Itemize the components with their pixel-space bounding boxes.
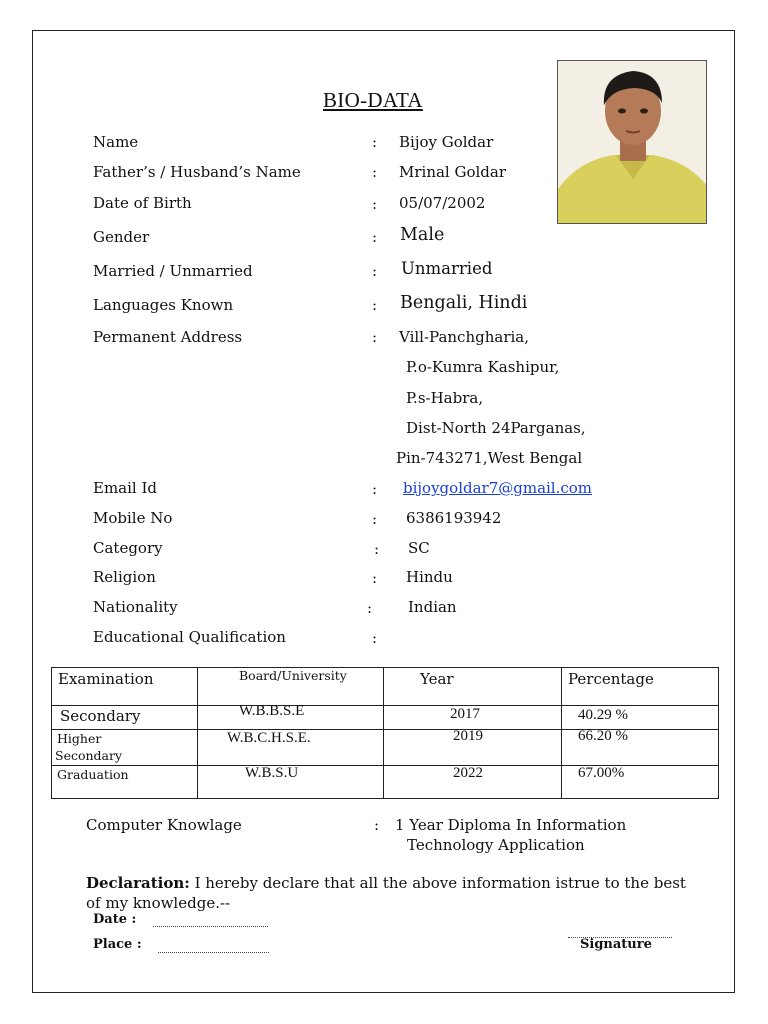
header-examination: Examination [58, 670, 154, 688]
table-cell [562, 706, 719, 730]
colon: : [372, 480, 378, 498]
table-cell [562, 766, 719, 799]
religion-label: Religion [93, 568, 156, 586]
colon: : [372, 328, 378, 346]
place-blank [158, 952, 269, 953]
table-row [52, 766, 719, 799]
colon: : [374, 816, 380, 834]
computer-knowledge-value-line-1: 1 Year Diploma In Information [395, 816, 627, 834]
email-link[interactable]: bijoygoldar7@gmail.com [403, 479, 593, 497]
address-line-3: P.s-Habra, [406, 389, 484, 407]
exam-percentage: 40.29 % [578, 707, 628, 723]
marital-status-label: Married / Unmarried [93, 262, 253, 280]
board-name: W.B.B.S.E [239, 703, 305, 719]
father-name-label: Father’s / Husband’s Name [93, 163, 301, 181]
address-label: Permanent Address [93, 328, 243, 346]
header-board: Board/University [239, 668, 347, 683]
date-blank [153, 926, 268, 927]
colon: : [372, 163, 378, 181]
page-title: BIO-DATA [323, 88, 423, 112]
table-cell [384, 706, 562, 730]
exam-percentage: 66.20 % [578, 728, 628, 744]
computer-knowledge-label: Computer Knowlage [86, 816, 242, 834]
table-cell [198, 766, 384, 799]
computer-knowledge-value-line-2: Technology Application [407, 836, 585, 854]
profile-photo [557, 60, 707, 224]
table-cell [562, 730, 719, 766]
table-header-cell [562, 668, 719, 706]
gender-label: Gender [93, 228, 150, 246]
table-cell [384, 766, 562, 799]
exam-name-line-1: Higher [57, 731, 102, 746]
table-cell [52, 706, 198, 730]
table-cell [384, 730, 562, 766]
colon: : [372, 195, 378, 213]
address-line-5: Pin-743271,West Bengal [396, 449, 583, 467]
date-label: Date : [93, 912, 137, 927]
declaration-heading: Declaration: [86, 874, 190, 892]
table-header-cell [52, 668, 198, 706]
colon: : [372, 510, 378, 528]
dob-value: 05/07/2002 [399, 194, 486, 212]
board-name: W.B.C.H.S.E. [227, 730, 311, 746]
dob-label: Date of Birth [93, 194, 192, 212]
colon: : [372, 133, 378, 151]
table-row [52, 730, 719, 766]
category-value: SC [408, 539, 430, 557]
colon: : [372, 296, 378, 314]
exam-name: Secondary [60, 707, 141, 725]
mobile-label: Mobile No [93, 509, 173, 527]
colon: : [372, 629, 378, 647]
name-value: Bijoy Goldar [399, 133, 494, 151]
header-year: Year [420, 670, 454, 688]
table-cell [52, 730, 198, 766]
languages-label: Languages Known [93, 296, 234, 314]
table-cell [198, 703, 384, 730]
colon: : [372, 569, 378, 587]
education-label: Educational Qualification [93, 628, 286, 646]
place-label: Place : [93, 937, 142, 952]
table-row [52, 706, 719, 730]
exam-year: 2019 [453, 728, 483, 744]
education-table [51, 667, 719, 799]
religion-value: Hindu [406, 568, 453, 586]
declaration [86, 873, 686, 913]
table-header-cell [384, 668, 562, 706]
nationality-label: Nationality [93, 598, 178, 616]
exam-year: 2017 [450, 706, 480, 722]
address-line-4: Dist-North 24Parganas, [406, 419, 586, 437]
exam-year: 2022 [453, 765, 483, 781]
address-line-1: Vill-Panchgharia, [399, 328, 529, 346]
gender-value: Male [400, 225, 445, 245]
table-header-row [52, 668, 719, 706]
email-label: Email Id [93, 479, 158, 497]
nationality-value: Indian [408, 598, 457, 616]
exam-name-line-2: Secondary [55, 748, 123, 763]
table-cell [198, 730, 384, 766]
colon: : [374, 540, 380, 558]
category-label: Category [93, 539, 163, 557]
colon: : [372, 262, 378, 280]
address-line-2: P.o-Kumra Kashipur, [406, 358, 560, 376]
board-name: W.B.S.U [245, 765, 299, 781]
mobile-value: 6386193942 [406, 509, 502, 527]
colon: : [372, 228, 378, 246]
table-cell [52, 766, 198, 799]
header-percentage: Percentage [568, 670, 654, 688]
languages-value: Bengali, Hindi [400, 293, 528, 313]
exam-name: Graduation [57, 767, 129, 782]
signature-label: Signature [580, 937, 652, 952]
name-label: Name [93, 133, 139, 151]
exam-percentage: 67.00% [578, 765, 625, 781]
declaration-text: I hereby declare that all the above information istrue to the best of my knowledge.-- [86, 874, 686, 912]
colon: : [367, 599, 373, 617]
father-name-value: Mrinal Goldar [399, 163, 507, 181]
person-photo-icon [558, 61, 707, 224]
marital-status-value: Unmarried [401, 259, 493, 278]
table-header-cell [198, 668, 384, 706]
